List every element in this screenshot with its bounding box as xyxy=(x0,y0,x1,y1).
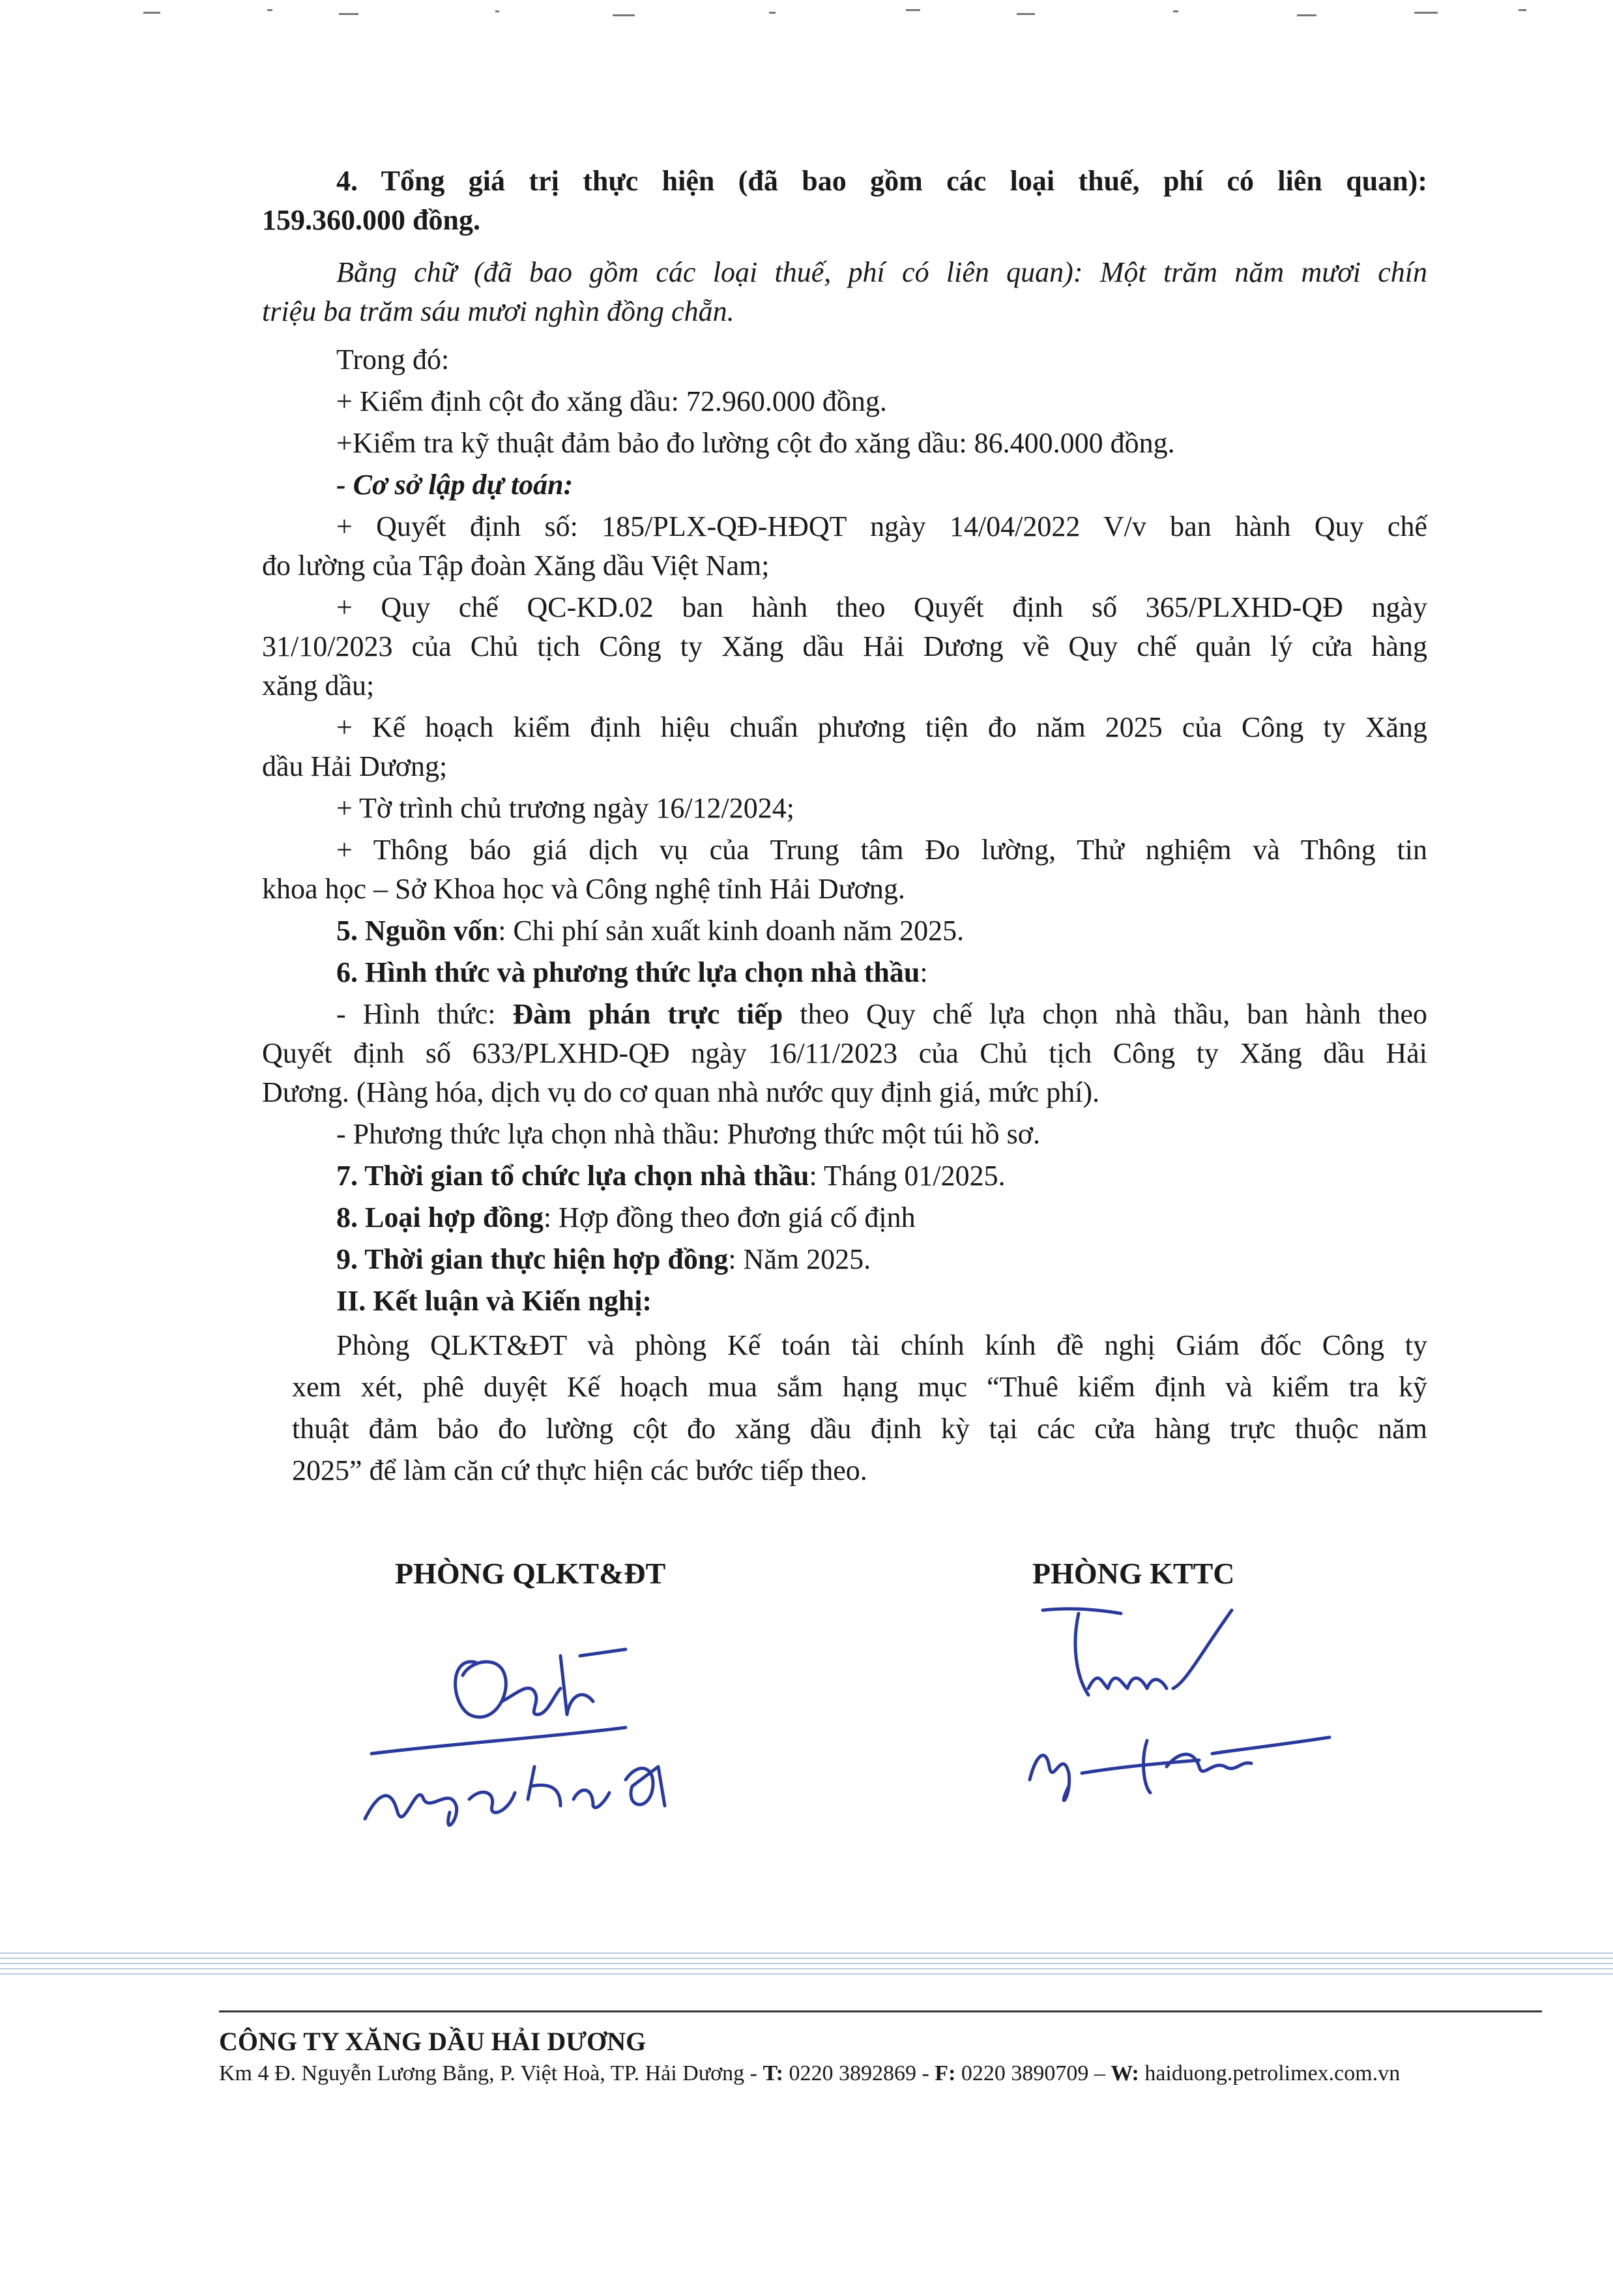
footer-tel: 0220 3892869 - xyxy=(783,2061,935,2085)
basis-1-line-1: + Quyết định số: 185/PLX-QĐ-HĐQT ngày 14/04/2022 V/v ban hành Quy chế xyxy=(336,510,1427,542)
basis-4: + Tờ trình chủ trương ngày 16/12/2024; xyxy=(336,792,794,824)
section-5 xyxy=(336,911,964,950)
footer-contact-line xyxy=(219,2059,1400,2089)
section-8-label: 8. Loại hợp đồng xyxy=(336,1201,544,1233)
section-5-label: 5. Nguồn vốn xyxy=(336,915,499,947)
section-4-amount: 159.360.000 đồng. xyxy=(262,204,480,236)
left-signature-title: PHÒNG QLKT&ĐT xyxy=(395,1557,666,1590)
section-8-text: : Hợp đồng theo đơn giá cố định xyxy=(543,1201,916,1233)
scan-edge-noise xyxy=(0,0,1613,26)
basis-title: - Cơ sở lập dự toán: xyxy=(336,469,574,501)
section-6-colon: : xyxy=(920,956,928,988)
cost-item-2: +Kiểm tra kỹ thuật đảm bảo đo lường cột đo xăng dầu: 86.400.000 đồng. xyxy=(336,427,1175,459)
basis-3-line-1: + Kế hoạch kiểm định hiệu chuẩn phương tiện đo năm 2025 của Công ty Xăng xyxy=(336,711,1427,743)
section-7-text: : Tháng 01/2025. xyxy=(809,1160,1006,1192)
method-line: - Phương thức lựa chọn nhà thầu: Phương thức một túi hồ sơ. xyxy=(336,1118,1040,1150)
amount-in-words-line-2: triệu ba trăm sáu mươi nghìn đồng chẵn. xyxy=(262,295,734,327)
conclusion-line-1: Phòng QLKT&ĐT và phòng Kế toán tài chính kính đề nghị Giám đốc Công ty xyxy=(336,1329,1427,1361)
form-rest: theo Quy chế lựa chọn nhà thầu, ban hành theo xyxy=(783,998,1427,1030)
conclusion-line-2: xem xét, phê duyệt Kế hoạch mua sắm hạng mục “Thuê kiểm định và kiểm tra kỹ xyxy=(292,1371,1427,1403)
cost-item-1: + Kiểm định cột đo xăng dầu: 72.960.000 đồng. xyxy=(336,385,887,417)
footer-divider xyxy=(219,2010,1542,2012)
amount-in-words-line-1: Bằng chữ (đã bao gồm các loại thuế, phí có liên quan): Một trăm năm mươi chín xyxy=(336,256,1427,288)
section-5-text: : Chi phí sản xuất kinh doanh năm 2025. xyxy=(498,915,965,947)
left-handwritten-signature xyxy=(352,1617,717,1851)
basis-1-line-2: đo lường của Tập đoàn Xăng dầu Việt Nam; xyxy=(262,550,770,581)
form-line-2: Quyết định số 633/PLXHD-QĐ ngày 16/11/2023 của Chủ tịch Công ty Xăng dầu Hải xyxy=(262,1037,1427,1069)
section-7 xyxy=(336,1156,1006,1196)
form-prefix: - Hình thức: xyxy=(336,998,513,1030)
section-6-title xyxy=(336,953,928,992)
conclusion-line-4: 2025” để làm căn cứ thực hiện các bước tiếp theo. xyxy=(292,1454,867,1486)
section-4-title: 4. Tổng giá trị thực hiện (đã bao gồm các loại thuế, phí có liên quan): xyxy=(336,165,1427,197)
footer-fax: 0220 3890709 – xyxy=(955,2061,1111,2085)
footer-web-label: W: xyxy=(1111,2061,1139,2085)
basis-2-line-1: + Quy chế QC-KD.02 ban hành theo Quyết định số 365/PLXHD-QĐ ngày xyxy=(336,591,1427,623)
right-signature-title: PHÒNG KTTC xyxy=(1032,1557,1235,1590)
footer-address: Km 4 Đ. Nguyễn Lương Bằng, P. Việt Hoà, TP. Hải Dương - xyxy=(219,2061,763,2085)
section-6-title-text: 6. Hình thức và phương thức lựa chọn nhà thầu xyxy=(336,956,920,988)
section-7-label: 7. Thời gian tổ chức lựa chọn nhà thầu xyxy=(336,1160,809,1192)
right-handwritten-signature xyxy=(1017,1591,1408,1838)
form-line-1 xyxy=(336,995,1427,1034)
footer-website: haiduong.petrolimex.com.vn xyxy=(1139,2061,1401,2085)
basis-3-line-2: dầu Hải Dương; xyxy=(262,750,448,782)
footer-tel-label: T: xyxy=(763,2061,783,2085)
section-9-text: : Năm 2025. xyxy=(728,1243,871,1275)
section-8 xyxy=(336,1198,916,1237)
section-9 xyxy=(336,1240,871,1279)
basis-2-line-3: xăng dầu; xyxy=(262,670,375,701)
basis-5-line-2: khoa học – Sở Khoa học và Công nghệ tỉnh Hải Dương. xyxy=(262,873,905,905)
conclusion-line-3: thuật đảm bảo đo lường cột đo xăng dầu định kỳ tại các cửa hàng trực thuộc năm xyxy=(292,1413,1427,1445)
footer-fax-label: F: xyxy=(935,2061,956,2085)
form-bold: Đàm phán trực tiếp xyxy=(512,998,783,1030)
part-2-title: II. Kết luận và Kiến nghị: xyxy=(336,1285,652,1317)
basis-5-line-1: + Thông báo giá dịch vụ của Trung tâm Đo lường, Thử nghiệm và Thông tin xyxy=(336,834,1427,866)
section-9-label: 9. Thời gian thực hiện hợp đồng xyxy=(336,1243,729,1275)
form-line-3: Dương. (Hàng hóa, dịch vụ do cơ quan nhà nước quy định giá, mức phí). xyxy=(262,1076,1100,1108)
footer-decorative-rules xyxy=(0,1949,1613,1988)
footer-company-name: CÔNG TY XĂNG DẦU HẢI DƯƠNG xyxy=(219,2027,647,2056)
trong-do-label: Trong đó: xyxy=(336,344,450,375)
basis-2-line-2: 31/10/2023 của Chủ tịch Công ty Xăng dầu Hải Dương về Quy chế quản lý cửa hàng xyxy=(262,630,1427,662)
